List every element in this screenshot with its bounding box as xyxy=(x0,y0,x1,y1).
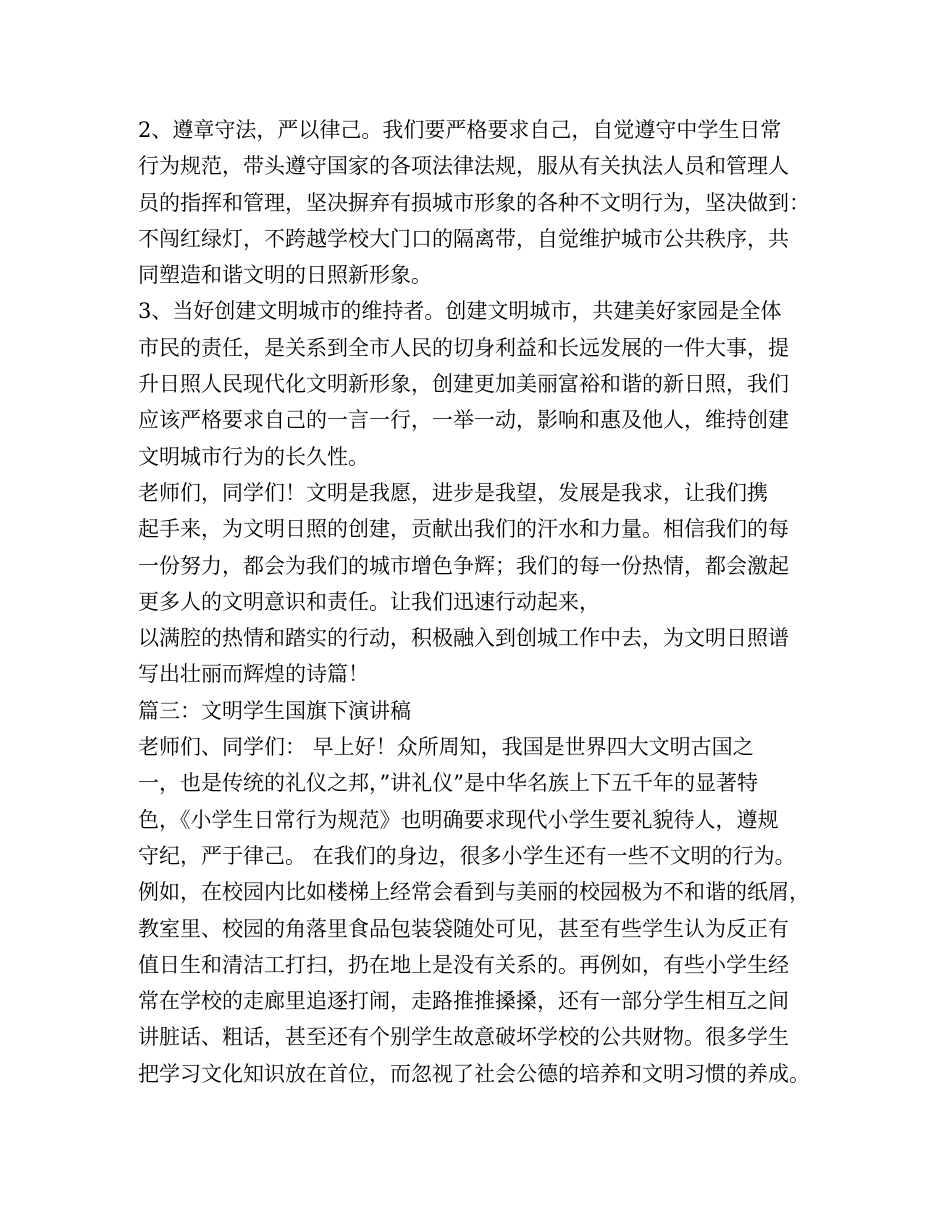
text-line: 应该严格要求自己的一言一行，一举一动，影响和惠及他人，维持创建 xyxy=(138,408,789,433)
text-line: 一，也是传统的礼仪之邦，”讲礼仪”是中华名族上下五千年的显著特 xyxy=(138,771,758,796)
text-line: 2、遵章守法，严以律己。我们要严格要求自己，自觉遵守中学生日常 xyxy=(138,118,782,142)
text-line: 常在学校的走廊里追逐打闹，走路推推搡搡，还有一部分学生相互之间 xyxy=(138,989,789,1014)
text-line: 起手来，为文明日照的创建，贡献出我们的汗水和力量。相信我们的每 xyxy=(138,517,789,542)
text-line: 老师们，同学们！文明是我愿，进步是我望，发展是我求，让我们携 xyxy=(138,480,768,505)
text-line: 例如，在校园内比如楼梯上经常会看到与美丽的校园极为不和谐的纸屑， xyxy=(138,880,810,905)
text-line: 升日照人民现代化文明新形象，创建更加美丽富裕和谐的新日照，我们 xyxy=(138,372,789,397)
text-line: 员的指挥和管理，坚决摒弃有损城市形象的各种不文明行为，坚决做到： xyxy=(138,190,810,215)
text-line: 写出壮丽而辉煌的诗篇！ xyxy=(138,662,369,687)
text-line: 行为规范，带头遵守国家的各项法律法规，服从有关执法人员和管理人 xyxy=(138,154,789,179)
text-line: 不闯红绿灯，不跨越学校大门口的隔离带，自觉维护城市公共秩序，共 xyxy=(138,226,789,251)
text-line: 老师们、同学们： 早上好！众所周知，我国是世界四大文明古国之 xyxy=(138,735,754,760)
text-line: 守纪，严于律己。 在我们的身边，很多小学生还有一些不文明的行为。 xyxy=(138,843,796,868)
text-line: 同塑造和谐文明的日照新形象。 xyxy=(138,263,432,288)
text-line: 把学习文化知识放在首位，而忽视了社会公德的培养和文明习惯的养成。 xyxy=(138,1061,810,1086)
text-line: 市民的责任，是关系到全市人民的切身利益和长远发展的一件大事，提 xyxy=(138,335,789,360)
text-line: 以满腔的热情和踏实的行动，积极融入到创城工作中去，为文明日照谱 xyxy=(138,626,789,651)
text-line: 3、当好创建文明城市的维持者。创建文明城市，共建美好家园是全体 xyxy=(138,299,782,324)
text-line: 更多人的文明意识和责任。让我们迅速行动起来， xyxy=(138,589,600,614)
text-line: 一份努力，都会为我们的城市增色争辉；我们的每一份热情，都会激起 xyxy=(138,553,789,578)
text-line: 讲脏话、粗话，甚至还有个别学生故意破坏学校的公共财物。很多学生 xyxy=(138,1025,789,1050)
section-heading: 篇三：文明学生国旗下演讲稿 xyxy=(138,698,411,723)
text-line: 文明城市行为的长久性。 xyxy=(138,444,369,469)
text-line: 教室里、校园的角落里食品包装袋随处可见，甚至有些学生认为反正有 xyxy=(138,916,789,941)
text-line: 色，《小学生日常行为规范》也明确要求现代小学生要礼貌待人，遵规 xyxy=(138,807,779,832)
text-line: 值日生和清洁工打扫，扔在地上是没有关系的。再例如，有些小学生经 xyxy=(138,952,789,977)
document-body xyxy=(138,112,828,1092)
